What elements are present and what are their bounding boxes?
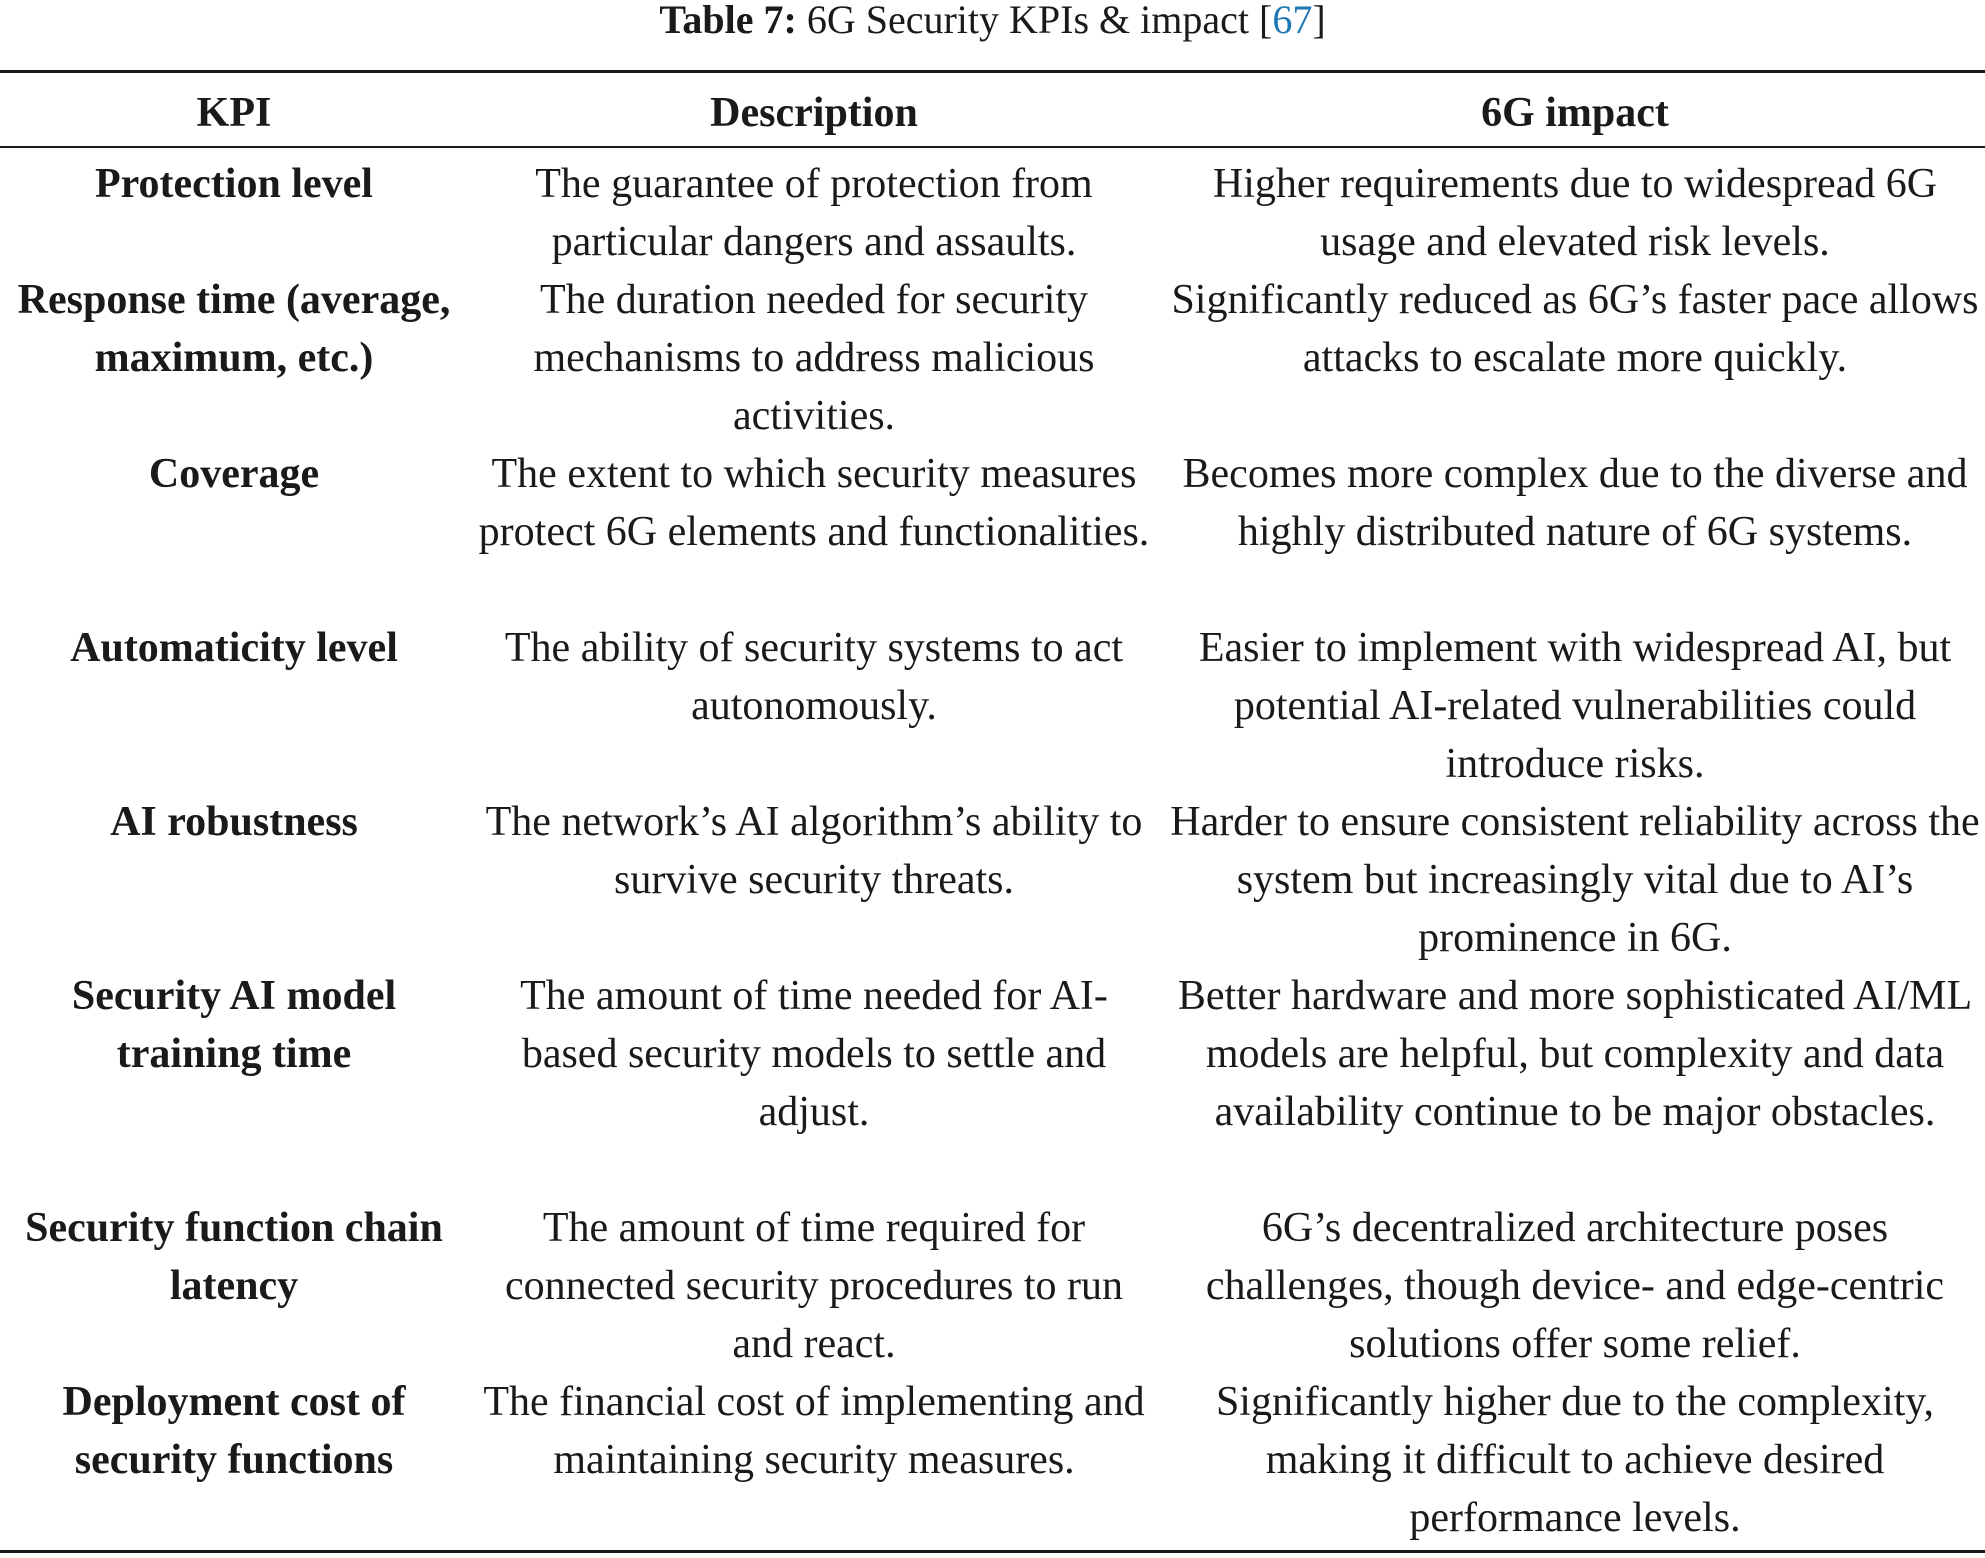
kpi-cell: Protection level <box>95 161 373 207</box>
table-header-rule <box>0 146 1985 148</box>
description-cell: The amount of time needed for AI-based security models to settle and adjust. <box>520 973 1108 1135</box>
citation-link[interactable]: 67 <box>1272 0 1313 42</box>
description-cell: The guarantee of protection from particular dangers and assaults. <box>535 161 1093 265</box>
impact-cell: 6G’s decentralized architecture poses challenges, though device- and edge-centric solutions offer some relief. <box>1205 1205 1945 1367</box>
header-kpi: KPI <box>196 90 272 136</box>
impact-cell: Harder to ensure consistent reliability across the system but increasingly vital due to AI’s prominence in 6G. <box>1170 799 1980 961</box>
kpi-cell: Security AI model training time <box>71 973 397 1077</box>
kpi-cell: Deployment cost of security functions <box>62 1379 406 1483</box>
header-description: Description <box>710 90 918 136</box>
impact-cell: Becomes more complex due to the diverse and highly distributed nature of 6G systems. <box>1182 451 1968 555</box>
description-cell: The duration needed for security mechanisms to address malicious activities. <box>533 277 1095 439</box>
description-cell: The amount of time required for connected security procedures to run and react. <box>504 1205 1124 1367</box>
table-top-rule <box>0 70 1985 73</box>
caption-label: Table 7: <box>659 0 797 42</box>
kpi-cell: Response time (average, maximum, etc.) <box>17 277 451 381</box>
caption-close: ] <box>1312 0 1326 42</box>
impact-cell: Significantly higher due to the complexity, making it difficult to achieve desired performance levels. <box>1215 1379 1935 1541</box>
kpi-cell: AI robustness <box>110 799 358 845</box>
description-cell: The ability of security systems to act autonomously. <box>504 625 1124 729</box>
impact-cell: Better hardware and more sophisticated AI/ML models are helpful, but complexity and data availability continue to be major obstacles. <box>1177 973 1973 1135</box>
description-cell: The extent to which security measures protect 6G elements and functionalities. <box>478 451 1150 555</box>
impact-cell: Higher requirements due to widespread 6G usage and elevated risk levels. <box>1212 161 1938 265</box>
kpi-cell: Automaticity level <box>70 625 398 671</box>
kpi-cell: Security function chain latency <box>25 1205 443 1309</box>
table-caption <box>0 0 1985 44</box>
caption-text: 6G Security KPIs & impact [ <box>796 0 1273 42</box>
kpi-cell: Coverage <box>148 451 320 497</box>
impact-cell: Easier to implement with widespread AI, but potential AI-related vulnerabilities could introduce risks. <box>1198 625 1952 787</box>
header-impact: 6G impact <box>1481 90 1669 136</box>
table-header-row <box>0 84 1985 142</box>
description-cell: The financial cost of implementing and maintaining security measures. <box>483 1379 1145 1483</box>
description-cell: The network’s AI algorithm’s ability to survive security threats. <box>485 799 1143 903</box>
impact-cell: Significantly reduced as 6G’s faster pace allows attacks to escalate more quickly. <box>1171 277 1979 381</box>
table-bottom-rule <box>0 1550 1985 1553</box>
